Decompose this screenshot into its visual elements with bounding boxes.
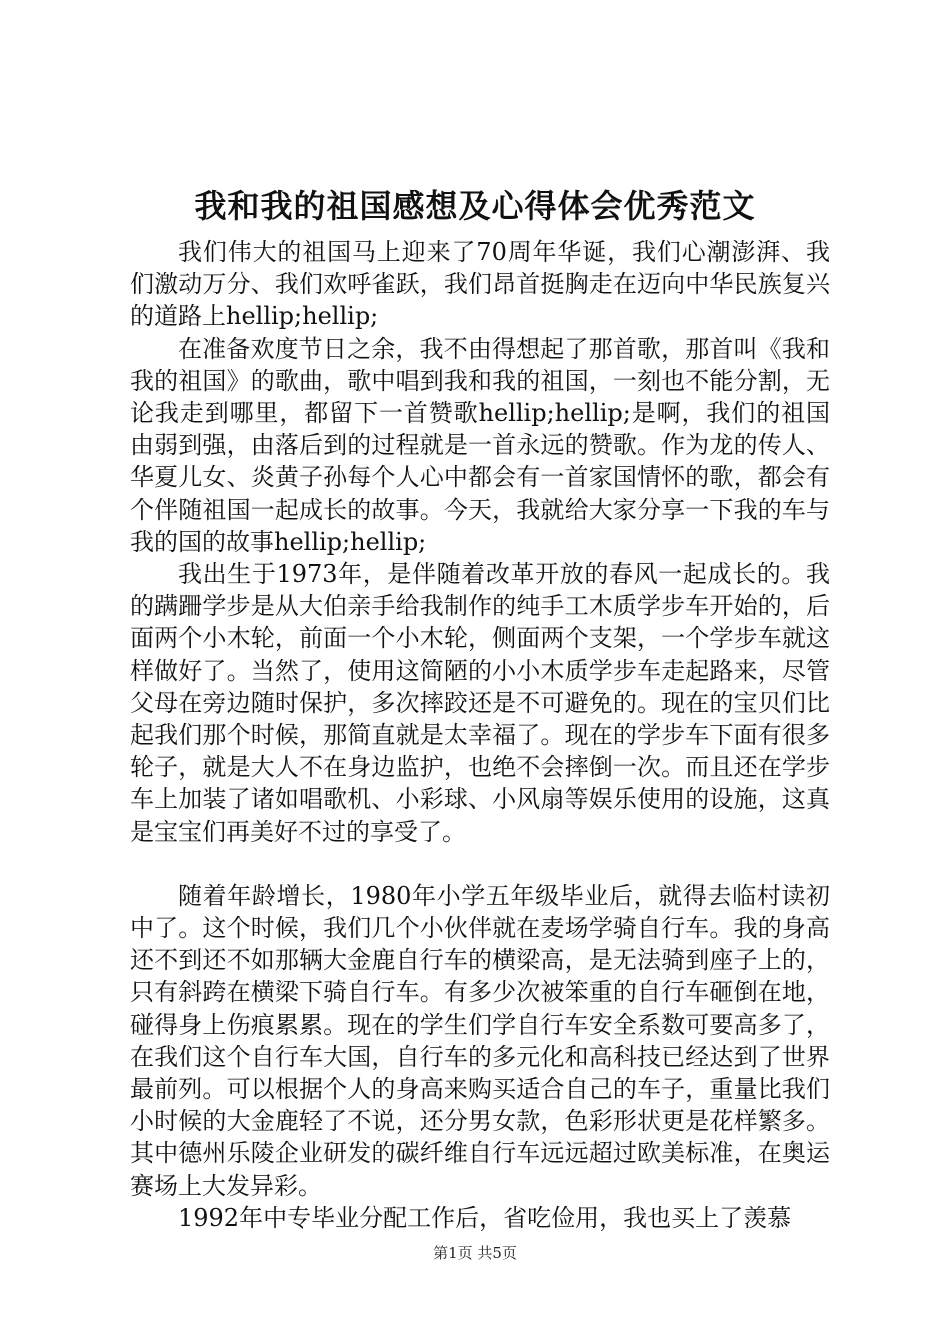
paragraph-spacer bbox=[130, 848, 830, 880]
paragraph-4: 随着年龄增长，1980年小学五年级毕业后，就得去临村读初中了。这个时候，我们几个小伙伴就在麦场学骑自行车。我的身高还不到还不如那辆大金鹿自行车的横梁高，是无法骑到座子上的，只有斜跨在横梁下骑自行车。有多少次被笨重的自行车砸倒在地，碰得身上伤痕累累。现在的学生们学自行车安全系数可要高多了，在我们这个自行车大国，自行车的多元化和高科技已经达到了世界最前列。可以根据个人的身高来购买适合自己的车子，重量比我们小时候的大金鹿轻了不说，还分男女款，色彩形状更是花样繁多。其中德州乐陵企业研发的碳纤维自行车远远超过欧美标准，在奥运赛场上大发异彩。 bbox=[130, 881, 830, 1200]
paragraph-1: 我们伟大的祖国马上迎来了70周年华诞，我们心潮澎湃、我们激动万分、我们欢呼雀跃，我们昂首挺胸走在迈向中华民族复兴的道路上hellip;hellip; bbox=[130, 238, 830, 331]
paragraph-5: 1992年中专毕业分配工作后，省吃俭用，我也买上了羡慕 bbox=[178, 1203, 792, 1232]
document-title: 我和我的祖国感想及心得体会优秀范文 bbox=[194, 187, 756, 225]
paragraph-3: 我出生于1973年，是伴随着改革开放的春风一起成长的。我的蹒跚学步是从大伯亲手给我制作的纯手工木质学步车开始的，后面两个小木轮，前面一个小木轮，侧面两个支架，一个学步车就这样做好了。当然了，使用这简陋的小小木质学步车走起路来，尽管父母在旁边随时保护，多次摔跤还是不可避免的。现在的宝贝们比起我们那个时候，那简直就是太幸福了。现在的学步车下面有很多轮子，就是大人不在身边监护，也绝不会摔倒一次。而且还在学步车上加装了诸如唱歌机、小彩球、小风扇等娱乐使用的设施，这真是宝宝们再美好不过的享受了。 bbox=[130, 560, 830, 846]
page-number-footer: 第1页 共5页 bbox=[433, 1244, 517, 1262]
paragraph-2: 在准备欢度节日之余，我不由得想起了那首歌，那首叫《我和我的祖国》的歌曲，歌中唱到我和我的祖国，一刻也不能分割，无论我走到哪里，都留下一首赞歌hellip;hellip;是啊，我们的祖国由弱到强，由落后到的过程就是一首永远的赞歌。作为龙的传人、华夏儿女、炎黄子孙每个人心中都会有一首家国情怀的歌，都会有个伴随祖国一起成长的故事。今天，我就给大家分享一下我的车与我的国的故事hellip;hellip; bbox=[130, 334, 830, 556]
document-body bbox=[130, 236, 830, 1234]
